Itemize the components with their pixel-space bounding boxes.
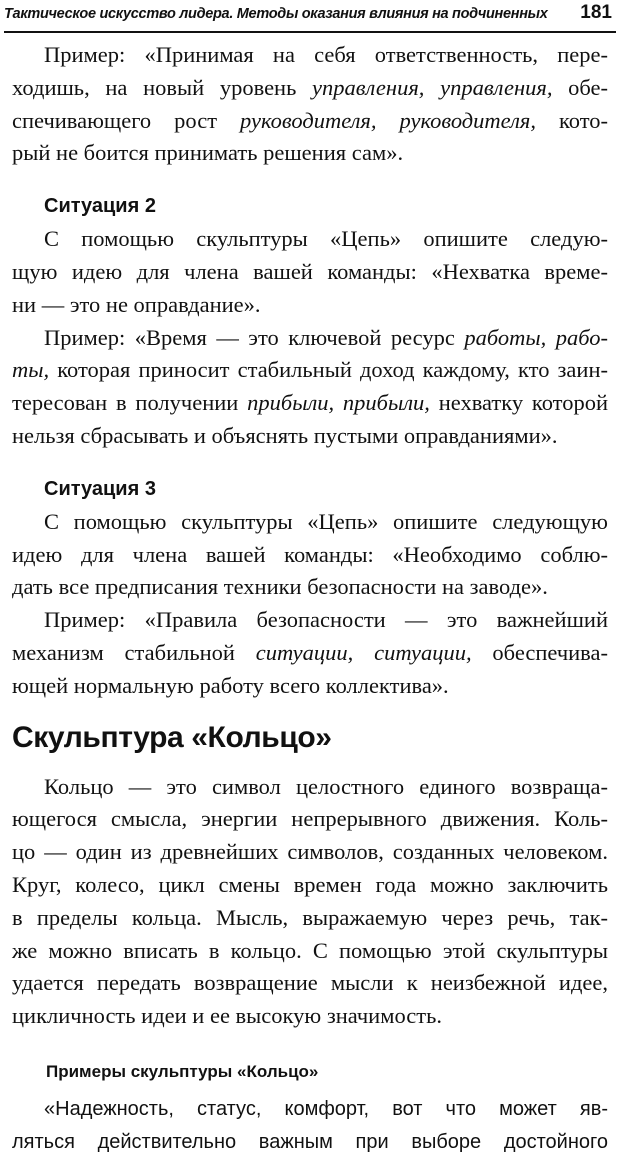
running-head xyxy=(4,2,616,32)
text-line xyxy=(12,386,608,420)
text-run: «Надежность, статус, комфорт, вот что может яв- xyxy=(44,1098,608,1120)
text-line xyxy=(44,321,608,355)
italic-text: руководителя, руководителя, xyxy=(240,107,536,133)
text-run: Пример: «Правила безопасности — это важнейший xyxy=(44,607,608,633)
section-heading: Скульптура «Кольцо» xyxy=(12,720,332,754)
text-run: ляться действительно важным при выборе достойного xyxy=(12,1130,608,1153)
text-line xyxy=(12,71,608,105)
running-title: Тактическое искусство лидера. Методы оказания влияния на подчиненных xyxy=(4,6,548,22)
italic-text: ты, xyxy=(12,357,50,383)
text-run: нехватку которой xyxy=(429,390,608,416)
italic-text: управления, управления, xyxy=(312,74,553,100)
text-line xyxy=(12,353,608,387)
text-line xyxy=(12,901,608,935)
text-line xyxy=(12,669,608,703)
text-run: обеспечива- xyxy=(471,640,608,665)
text-run: в пределы кольца. Мысль, выражаемую через речь, так- xyxy=(12,904,608,930)
text-line xyxy=(12,999,608,1033)
text-line xyxy=(44,770,608,804)
text-line xyxy=(44,222,608,256)
text-line xyxy=(12,255,608,289)
text-run: же можно вписать в кольцо. С помощью этой скульптуры xyxy=(12,937,608,963)
text-line xyxy=(12,802,608,836)
text-run: обе- xyxy=(552,74,609,100)
text-run: ходишь, на новый уровень xyxy=(12,74,313,100)
text-run: рый не боится принимать решения сам». xyxy=(12,140,404,166)
text-line xyxy=(12,288,608,322)
text-line xyxy=(12,136,608,170)
text-line xyxy=(12,419,608,453)
text-run: Пример: «Принимая на себя ответственность, пере- xyxy=(44,42,608,67)
situation-subhead: Ситуация 3 xyxy=(44,477,156,500)
text-run: Круг, колесо, цикл смены времен года можно заключить xyxy=(12,872,608,897)
text-run: цо — один из древнейших символов, созданных человеком. xyxy=(12,839,608,865)
italic-text: прибыли, прибыли, xyxy=(247,390,430,416)
situation-subhead: Ситуация 2 xyxy=(44,195,156,218)
text-line xyxy=(12,835,608,869)
text-run: ни — это не оправдание». xyxy=(12,291,261,317)
text-line xyxy=(44,1092,608,1126)
text-run: С помощью скульптуры «Цепь» опишите следую- xyxy=(44,226,608,252)
text-run: ющегося смысла, энергии непрерывного движения. Коль- xyxy=(12,806,608,832)
text-run: спечивающего рост xyxy=(12,107,241,133)
text-run: удается передать возвращение мысли к неизбежной идее, xyxy=(12,970,608,996)
examples-subhead: Примеры скульптуры «Кольцо» xyxy=(46,1062,319,1081)
header-rule xyxy=(4,31,616,33)
text-run: механизм стабильной xyxy=(12,640,256,665)
text-run: нельзя сбрасывать и объяснять пустыми оправданиями». xyxy=(12,423,558,448)
italic-text: ситуации, ситуации, xyxy=(255,640,472,665)
italic-text: работы, рабо- xyxy=(464,324,608,350)
text-line xyxy=(12,538,608,572)
text-run: идею для члена вашей команды: «Необходимо соблю- xyxy=(12,541,608,567)
text-line xyxy=(44,505,608,539)
text-run: кото- xyxy=(536,107,609,133)
text-run: которая приносит стабильный доход каждому, кто заин- xyxy=(49,357,608,383)
text-line xyxy=(12,868,608,902)
text-run: цикличность идеи и ее высокую значимость. xyxy=(12,1003,442,1029)
text-run: Пример: «Время — это ключевой ресурс xyxy=(44,324,465,350)
text-run: тересован в получении xyxy=(12,390,248,416)
text-run: ющей нормальную работу всего коллектива». xyxy=(12,672,449,698)
text-run: С помощью скульптуры «Цепь» опишите следующую xyxy=(44,508,608,534)
text-line xyxy=(44,603,608,637)
text-line xyxy=(44,38,608,72)
text-line xyxy=(12,636,608,670)
text-run: Кольцо — это символ целостного единого возвраща- xyxy=(44,773,608,799)
text-run: щую идею для члена вашей команды: «Нехватка време- xyxy=(12,259,608,284)
text-line xyxy=(12,934,608,968)
text-line xyxy=(12,570,608,604)
page-number: 181 xyxy=(580,2,612,23)
text-line xyxy=(12,104,608,138)
text-run: дать все предписания техники безопасности на заводе». xyxy=(12,574,548,600)
text-line xyxy=(12,966,608,1000)
text-line xyxy=(12,1125,608,1159)
